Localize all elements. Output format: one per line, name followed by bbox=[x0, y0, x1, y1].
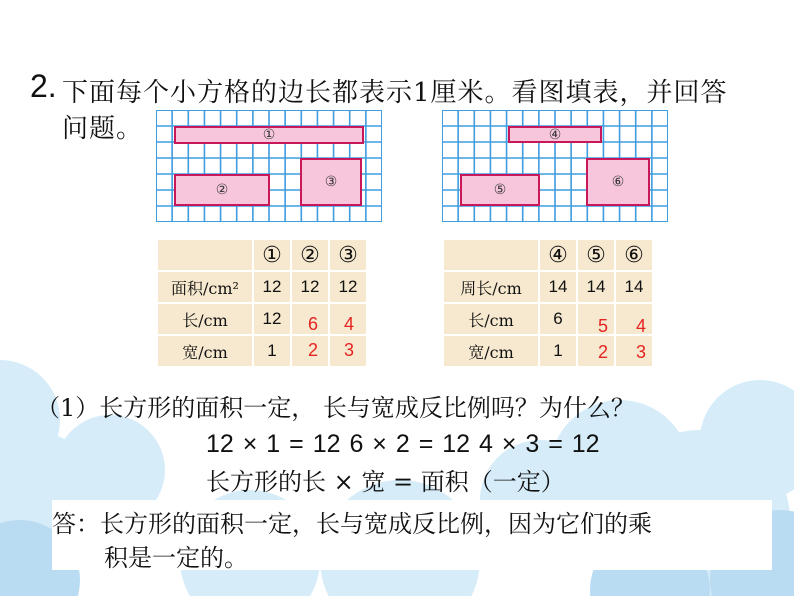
rect-3 bbox=[300, 158, 362, 206]
answer-box bbox=[52, 500, 772, 570]
rect-6 bbox=[586, 158, 650, 206]
rect-1-label: ① bbox=[262, 127, 276, 143]
cell bbox=[615, 303, 653, 335]
table-corner bbox=[157, 239, 253, 271]
cell: 1 bbox=[539, 335, 577, 367]
answer-line1: 答：长方形的面积一定，长与宽成反比例，因为它们的乘 bbox=[52, 510, 652, 538]
cell: 14 bbox=[577, 271, 615, 303]
cell bbox=[577, 335, 615, 367]
table-row bbox=[443, 271, 653, 303]
table-row bbox=[157, 271, 367, 303]
cell bbox=[577, 303, 615, 335]
rect-6-label: ⑥ bbox=[611, 174, 625, 190]
col-header: ② bbox=[291, 239, 329, 271]
table-corner bbox=[443, 239, 539, 271]
formula: 长方形的长 × 宽 = 面积（一定） bbox=[206, 468, 565, 496]
rect-4-label: ④ bbox=[548, 126, 562, 143]
cell: 12 bbox=[291, 271, 329, 303]
table-row bbox=[157, 303, 367, 335]
question-text-line2: 问题。 bbox=[62, 114, 144, 144]
table-row bbox=[443, 335, 653, 367]
row-label: 周长/cm bbox=[443, 271, 539, 303]
rect-4 bbox=[508, 126, 602, 143]
row-label: 长/cm bbox=[157, 303, 253, 335]
row-label: 长/cm bbox=[443, 303, 539, 335]
rect-5-label: ⑤ bbox=[493, 182, 507, 198]
row-label: 宽/cm bbox=[443, 335, 539, 367]
rect-2-label: ② bbox=[215, 182, 229, 198]
cell: 12 bbox=[253, 271, 291, 303]
col-header: ⑥ bbox=[615, 239, 653, 271]
row-label: 面积/cm² bbox=[157, 271, 253, 303]
equations: 12 × 1 = 12 6 × 2 = 12 4 × 3 = 12 bbox=[206, 430, 600, 458]
answer-width-5: 2 bbox=[598, 342, 609, 362]
table-left bbox=[156, 238, 368, 368]
rect-3-label: ③ bbox=[324, 174, 338, 190]
col-header: ③ bbox=[329, 239, 367, 271]
col-header: ④ bbox=[539, 239, 577, 271]
cell: 14 bbox=[615, 271, 653, 303]
table-row bbox=[157, 239, 367, 271]
rect-2 bbox=[174, 174, 270, 206]
answer-width-6: 3 bbox=[636, 342, 647, 362]
cell: 12 bbox=[329, 271, 367, 303]
answer-length-5: 5 bbox=[598, 316, 609, 336]
table-row bbox=[443, 239, 653, 271]
question-number: 2. bbox=[30, 68, 57, 104]
answer-length-3: 4 bbox=[344, 314, 355, 334]
cell bbox=[615, 335, 653, 367]
answer-width-2: 2 bbox=[308, 340, 319, 360]
answer-width-3: 3 bbox=[344, 340, 355, 360]
answer-length-2: 6 bbox=[308, 314, 319, 334]
cell: 1 bbox=[253, 335, 291, 367]
answer-line2: 积是一定的。 bbox=[104, 544, 248, 572]
table-row bbox=[157, 335, 367, 367]
cell: 14 bbox=[539, 271, 577, 303]
table-right bbox=[442, 238, 654, 368]
col-header: ⑤ bbox=[577, 239, 615, 271]
sub-question: （1）长方形的面积一定， 长与宽成反比例吗？为什么？ bbox=[36, 394, 635, 422]
table-row bbox=[443, 303, 653, 335]
question-text-line1: 下面每个小方格的边长都表示1厘米。看图填表，并回答 bbox=[62, 78, 728, 108]
cell: 6 bbox=[539, 303, 577, 335]
col-header: ① bbox=[253, 239, 291, 271]
rect-5 bbox=[460, 174, 540, 206]
rect-1 bbox=[174, 126, 364, 144]
row-label: 宽/cm bbox=[157, 335, 253, 367]
cell: 12 bbox=[253, 303, 291, 335]
answer-length-6: 4 bbox=[636, 316, 647, 336]
